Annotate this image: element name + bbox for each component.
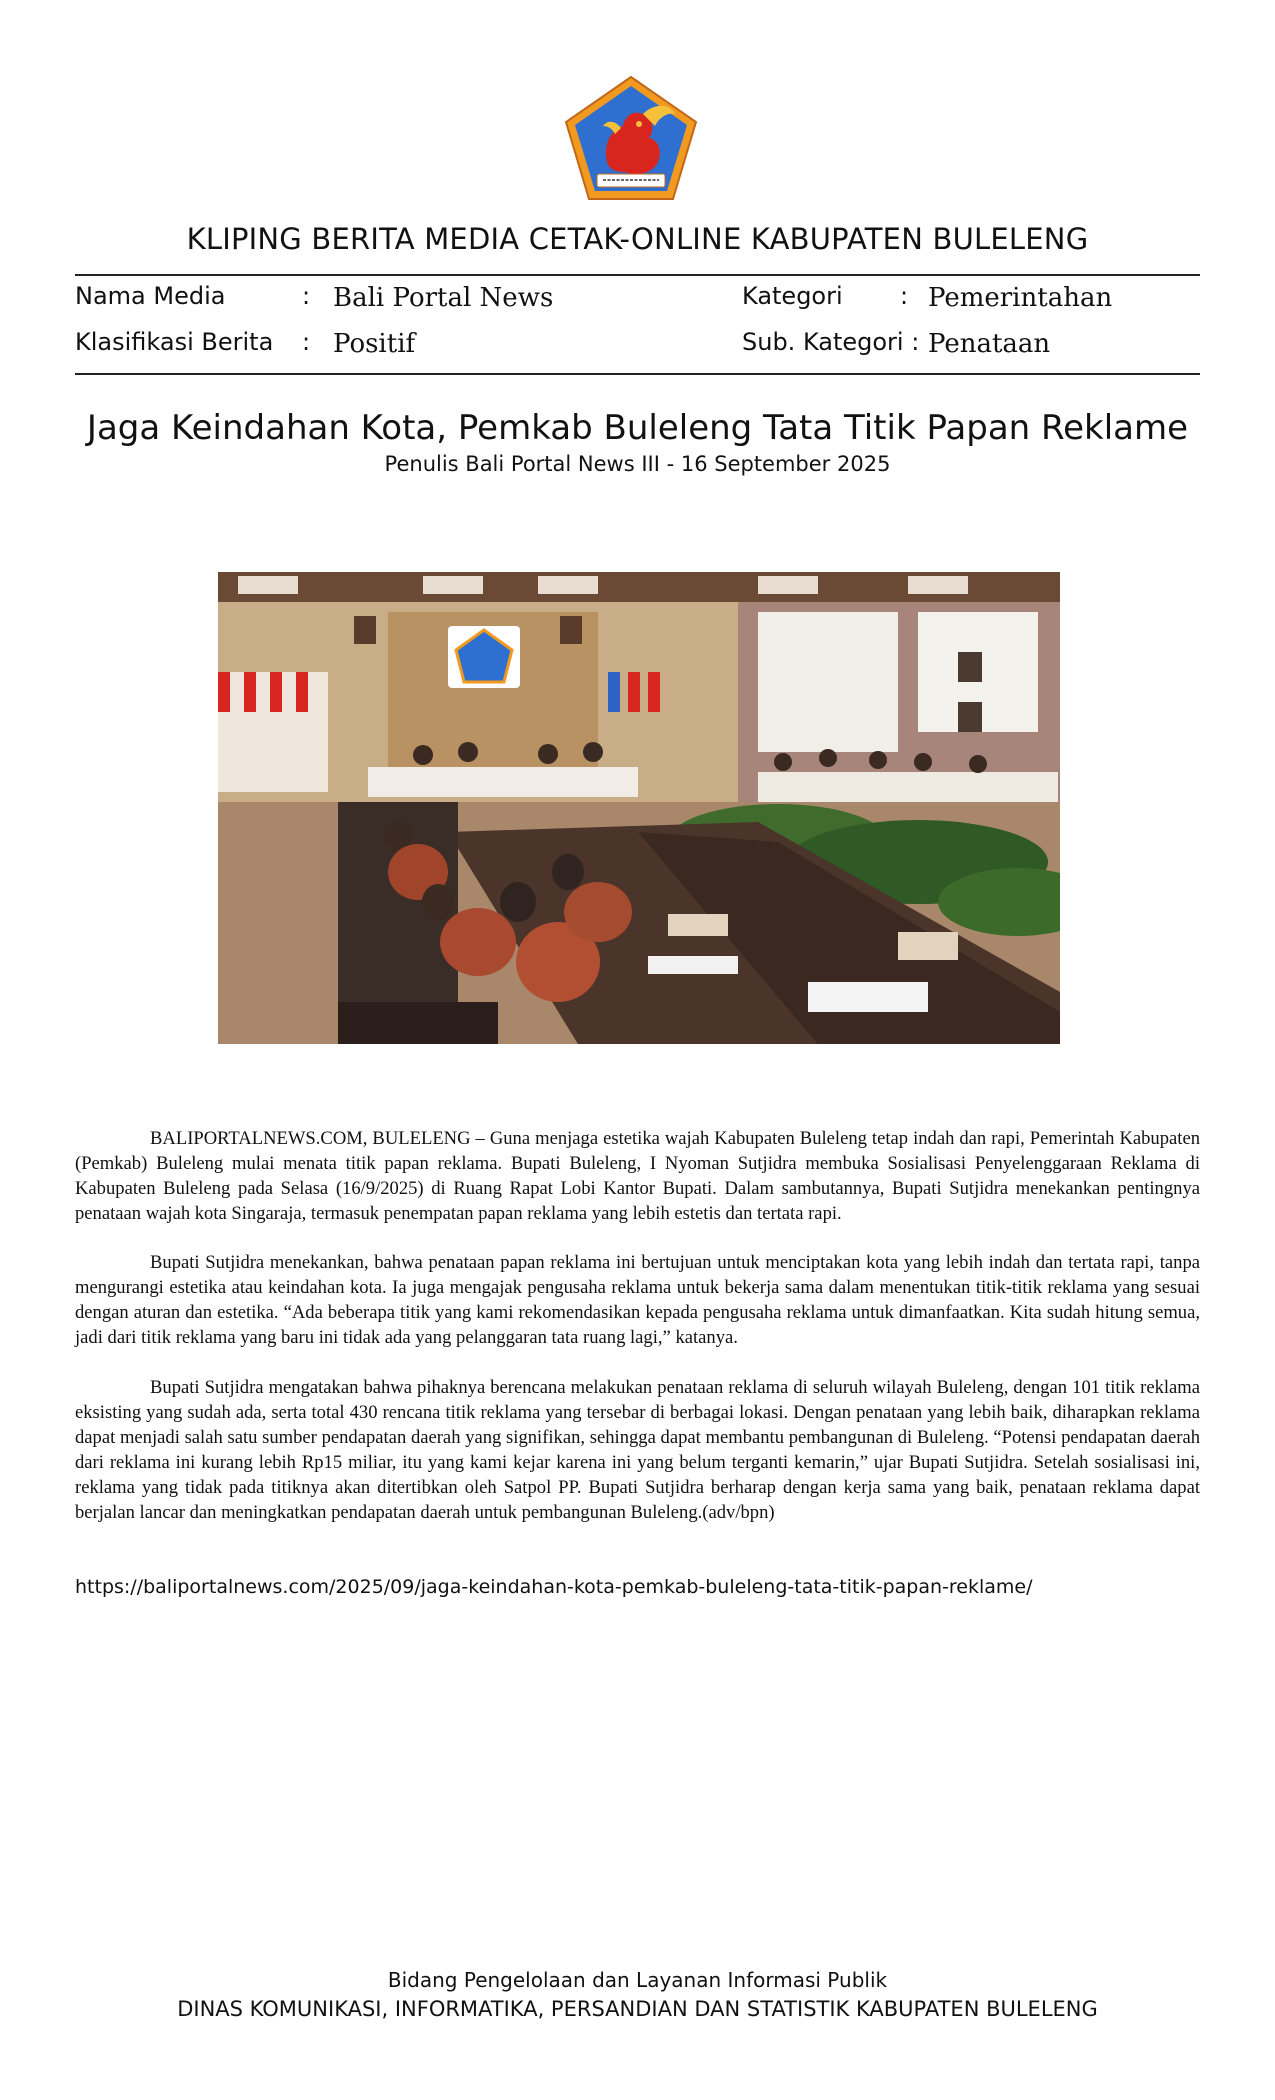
classification-label: Klasifikasi Berita	[75, 328, 274, 356]
category-colon: :	[900, 282, 909, 310]
category-label: Kategori	[742, 282, 843, 310]
footer-unit-name: Bidang Pengelolaan dan Layanan Informasi Publik	[387, 1968, 888, 1992]
footer-agency-name: DINAS KOMUNIKASI, INFORMATIKA, PERSANDIAN DAN STATISTIK KABUPATEN BULELENG	[177, 1997, 1098, 2021]
classification-colon: :	[302, 328, 311, 356]
classification-value: Positif	[333, 329, 416, 359]
header-divider-bottom	[75, 373, 1200, 375]
media-name-value: Bali Portal News	[333, 283, 554, 313]
article-paragraph-2: Bupati Sutjidra menekankan, bahwa penataan papan reklama ini bertujuan untuk menciptakan kota yang lebih indah dan tertata rapi, tanpa mengurangi estetika atau keindahan kota. Ia juga mengajak pengusaha reklama untuk bekerja sama dalam menentukan titik-titik reklama yang sesuai dengan aturan dan estetika. “Ada beberapa titik yang kami rekomendasikan kepada pengusaha reklama untuk dimanfaatkan. Kita sudah hitung semua, jadi dari titik reklama yang baru ini tidak ada yang pelanggaran tata ruang lagi,” katanya.	[75, 1252, 1200, 1348]
meeting-room-photo	[218, 572, 1060, 1044]
article-title: Jaga Keindahan Kota, Pemkab Buleleng Tata Titik Papan Reklame	[86, 408, 1189, 448]
kabupaten-buleleng-logo	[563, 74, 699, 202]
header-divider-top	[75, 274, 1200, 276]
article-byline: Penulis Bali Portal News III - 16 September 2025	[384, 452, 891, 476]
category-value: Pemerintahan	[928, 283, 1113, 313]
subcategory-value: Penataan	[928, 329, 1051, 359]
article-paragraph-3: Bupati Sutjidra mengatakan bahwa pihaknya berencana melakukan penataan reklama di seluruh wilayah Buleleng, dengan 101 titik reklama eksisting yang sudah ada, serta total 430 rencana titik reklama yang tersebar di berbagai lokasi. Dengan penataan yang lebih baik, diharapkan reklama dapat menjadi salah satu sumber pendapatan daerah yang signifikan, sehingga dapat membantu pembangunan di Buleleng. “Potensi pendapatan daerah dari reklama ini kurang lebih Rp15 miliar, itu yang kami kejar karena ini yang belum terganti kemarin,” ujar Bupati Sutjidra. Setelah sosialisasi ini, reklama yang tidak pada titiknya akan ditertibkan oleh Satpol PP. Bupati Sutjidra berharap dengan kerja sama yang baik, penataan reklama dapat berjalan lancar dan meningkatkan pendapatan daerah untuk pembangunan Buleleng.(adv/bpn)	[75, 1377, 1200, 1523]
media-name-label: Nama Media	[75, 282, 226, 310]
subcategory-label: Sub. Kategori :	[742, 328, 920, 356]
clipping-header-title: KLIPING BERITA MEDIA CETAK-ONLINE KABUPATEN BULELENG	[186, 222, 1089, 256]
media-name-colon: :	[302, 282, 311, 310]
article-source-link[interactable]: https://baliportalnews.com/2025/09/jaga-keindahan-kota-pemkab-buleleng-tata-titik-papan-reklame/	[75, 1576, 1033, 1598]
article-paragraph-1: BALIPORTALNEWS.COM, BULELENG – Guna menjaga estetika wajah Kabupaten Buleleng tetap indah dan rapi, Pemerintah Kabupaten (Pemkab) Buleleng mulai menata titik papan reklama. Bupati Buleleng, I Nyoman Sutjidra membuka Sosialisasi Penyelenggaraan Reklama di Kabupaten Buleleng pada Selasa (16/9/2025) di Ruang Rapat Lobi Kantor Bupati. Dalam sambutannya, Bupati Sutjidra menekankan pentingnya penataan wajah kota Singaraja, termasuk penempatan papan reklama yang lebih estetis dan tertata rapi.	[75, 1128, 1200, 1224]
